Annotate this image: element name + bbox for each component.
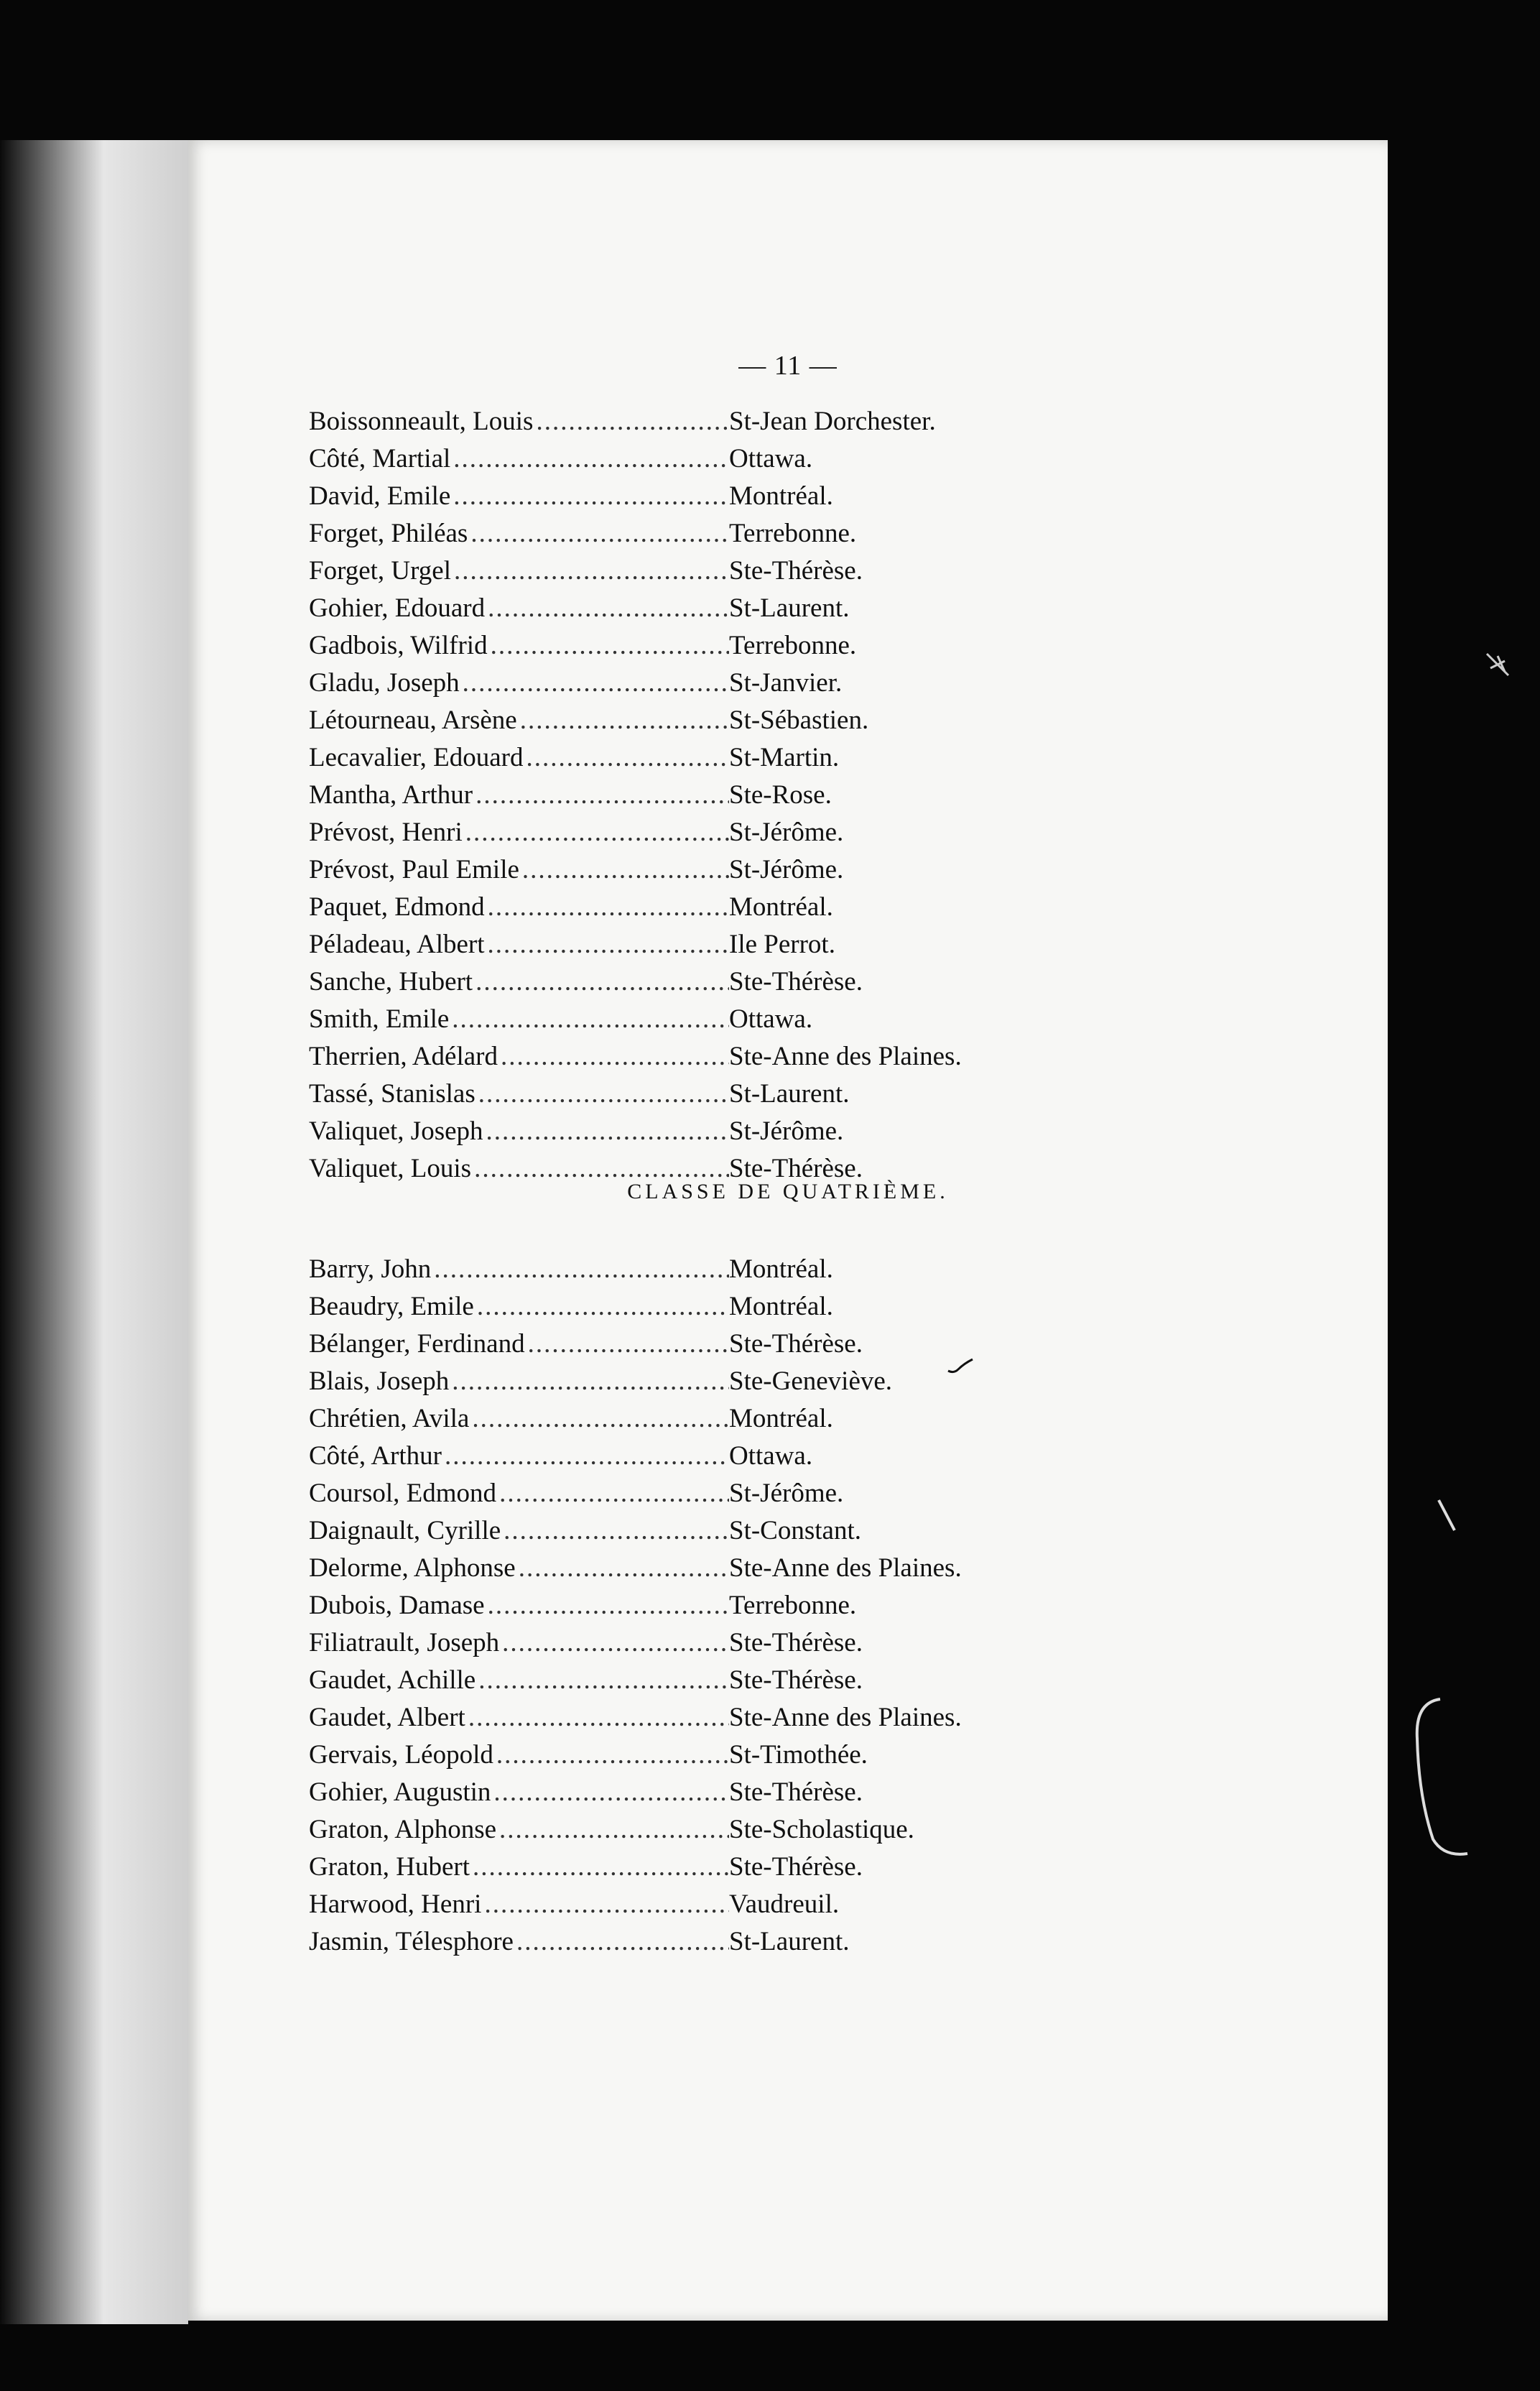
student-name: Valiquet, Joseph .....: [309, 1116, 729, 1147]
student-hometown: Terrebonne.: [729, 631, 857, 660]
student-hometown: Ste-Thérèse.: [729, 1329, 863, 1359]
student-name: Smith, Emile .....: [309, 1004, 729, 1035]
list-item: [309, 1004, 1243, 1041]
facing-page-edge: [0, 140, 188, 2324]
list-item: [309, 406, 1243, 443]
student-hometown: Montréal.: [729, 1254, 833, 1284]
student-hometown: Ste-Anne des Plaines.: [729, 1703, 962, 1732]
student-name: Gaudet, Achille .....: [309, 1665, 729, 1696]
student-hometown: St-Constant.: [729, 1516, 861, 1545]
student-hometown: Ottawa.: [729, 444, 813, 473]
student-hometown: Ste-Rose.: [729, 780, 832, 810]
student-hometown: St-Jérôme.: [729, 1116, 844, 1146]
list-item: [309, 1889, 1243, 1926]
student-hometown: Ste-Thérèse.: [729, 1154, 863, 1183]
list-item: [309, 1814, 1243, 1851]
student-name: Gaudet, Albert .....: [309, 1702, 729, 1733]
student-name: Côté, Arthur .....: [309, 1440, 729, 1471]
student-name: Paquet, Edmond .....: [309, 892, 729, 922]
student-hometown: Vaudreuil.: [729, 1890, 840, 1919]
student-hometown: Ste-Geneviève.: [729, 1366, 893, 1396]
student-name: Forget, Philéas .....: [309, 518, 729, 549]
student-name: Harwood, Henri .....: [309, 1889, 729, 1920]
student-name: Boissonneault, Louis .....: [309, 406, 729, 437]
list-item: [309, 1254, 1243, 1291]
student-hometown: St-Jérôme.: [729, 818, 844, 847]
student-hometown: Ste-Anne des Plaines.: [729, 1553, 962, 1583]
student-hometown: Ste-Scholastique.: [729, 1815, 914, 1844]
student-name: Tassé, Stanislas .....: [309, 1078, 729, 1109]
student-name: Gladu, Joseph .....: [309, 667, 729, 698]
student-name: Therrien, Adélard .....: [309, 1041, 729, 1072]
student-name: Côté, Martial .....: [309, 443, 729, 474]
student-name: Prévost, Henri .....: [309, 817, 729, 848]
student-name: Gervais, Léopold .....: [309, 1739, 729, 1770]
student-name: Gohier, Edouard .....: [309, 593, 729, 624]
list-item: [309, 1627, 1243, 1665]
list-item: [309, 667, 1243, 705]
student-name: Barry, John .....: [309, 1254, 729, 1285]
list-item: [309, 518, 1243, 555]
list-item: [309, 1328, 1243, 1366]
student-name: Valiquet, Louis .....: [309, 1153, 729, 1184]
student-hometown: St-Laurent.: [729, 1927, 850, 1956]
list-item: [309, 1116, 1243, 1153]
student-name: Filiatrault, Joseph .....: [309, 1627, 729, 1658]
student-hometown: Ottawa.: [729, 1441, 813, 1471]
list-item: [309, 780, 1243, 817]
scan-artifact-bracket-icon: [1411, 1696, 1469, 1861]
student-name: Péladeau, Albert .....: [309, 929, 729, 960]
student-name: Chrétien, Avila .....: [309, 1403, 729, 1434]
list-item: [309, 1478, 1243, 1515]
dust-speck-icon: [1483, 650, 1512, 679]
list-item: [309, 929, 1243, 966]
student-name: Graton, Hubert .....: [309, 1851, 729, 1882]
list-item: [309, 1851, 1243, 1889]
student-list-previous-class: [309, 406, 1243, 1190]
student-name: Mantha, Arthur .....: [309, 780, 729, 810]
list-item: [309, 705, 1243, 742]
student-hometown: Ste-Thérèse.: [729, 1628, 863, 1657]
section-heading: CLASSE DE QUATRIÈME.: [627, 1180, 949, 1203]
list-item: [309, 1366, 1243, 1403]
student-hometown: Montréal.: [729, 481, 833, 511]
student-hometown: St-Janvier.: [729, 668, 843, 698]
student-name: Dubois, Damase .....: [309, 1590, 729, 1621]
list-item: [309, 1291, 1243, 1328]
student-hometown: Ste-Anne des Plaines.: [729, 1042, 962, 1071]
student-name: Coursol, Edmond .....: [309, 1478, 729, 1509]
list-item: [309, 742, 1243, 780]
student-hometown: Montréal.: [729, 892, 833, 922]
student-hometown: Ste-Thérèse.: [729, 967, 863, 996]
student-hometown: St-Jérôme.: [729, 855, 844, 884]
student-name: Delorme, Alphonse .....: [309, 1553, 729, 1583]
student-hometown: St-Jérôme.: [729, 1479, 844, 1508]
student-hometown: Ile Perrot.: [729, 930, 835, 959]
list-item: [309, 966, 1243, 1004]
student-hometown: Ste-Thérèse.: [729, 1665, 863, 1695]
student-name: Létourneau, Arsène .....: [309, 705, 729, 736]
document-page: [188, 140, 1388, 2321]
list-item: [309, 1702, 1243, 1739]
student-name: Bélanger, Ferdinand .....: [309, 1328, 729, 1359]
student-name: Gohier, Augustin .....: [309, 1777, 729, 1808]
student-name: Jasmin, Télesphore .....: [309, 1926, 729, 1957]
list-item: [309, 1403, 1243, 1440]
student-hometown: Montréal.: [729, 1404, 833, 1433]
student-hometown: St-Timothée.: [729, 1740, 868, 1770]
student-hometown: Ste-Thérèse.: [729, 556, 863, 586]
student-name: Beaudry, Emile .....: [309, 1291, 729, 1322]
list-item: [309, 1515, 1243, 1553]
list-item: [309, 1777, 1243, 1814]
list-item: [309, 1926, 1243, 1964]
student-name: Forget, Urgel .....: [309, 555, 729, 586]
list-item: [309, 854, 1243, 892]
list-item: [309, 443, 1243, 481]
student-hometown: Terrebonne.: [729, 519, 857, 548]
student-name: Daignault, Cyrille .....: [309, 1515, 729, 1546]
student-name: Sanche, Hubert .....: [309, 966, 729, 997]
list-item: [309, 1553, 1243, 1590]
list-item: [309, 1078, 1243, 1116]
student-hometown: St-Jean Dorchester.: [729, 407, 936, 436]
student-hometown: Ste-Thérèse.: [729, 1852, 863, 1882]
student-hometown: St-Laurent.: [729, 593, 850, 623]
student-hometown: Montréal.: [729, 1292, 833, 1321]
student-hometown: Ste-Thérèse.: [729, 1777, 863, 1807]
student-name: Lecavalier, Edouard .....: [309, 742, 729, 773]
student-hometown: Ottawa.: [729, 1004, 813, 1034]
student-name: Blais, Joseph .....: [309, 1366, 729, 1397]
student-name: Graton, Alphonse .....: [309, 1814, 729, 1845]
dust-speck-icon: [1437, 1498, 1458, 1534]
student-hometown: St-Laurent.: [729, 1079, 850, 1109]
list-item: [309, 1440, 1243, 1478]
page-number: — 11 —: [738, 351, 838, 381]
student-name: David, Emile .....: [309, 481, 729, 512]
student-name: Gadbois, Wilfrid .....: [309, 630, 729, 661]
list-item: [309, 555, 1243, 593]
student-hometown: Terrebonne.: [729, 1591, 857, 1620]
student-list-quatrieme: [309, 1254, 1243, 1964]
handwritten-check-mark: [947, 1356, 975, 1378]
student-name: Prévost, Paul Emile .....: [309, 854, 729, 885]
list-item: [309, 1590, 1243, 1627]
list-item: [309, 1739, 1243, 1777]
list-item: [309, 817, 1243, 854]
list-item: [309, 630, 1243, 667]
list-item: [309, 1665, 1243, 1702]
list-item: [309, 481, 1243, 518]
student-hometown: St-Sébastien.: [729, 706, 869, 735]
student-hometown: St-Martin.: [729, 743, 840, 772]
list-item: [309, 593, 1243, 630]
list-item: [309, 1041, 1243, 1078]
list-item: [309, 892, 1243, 929]
